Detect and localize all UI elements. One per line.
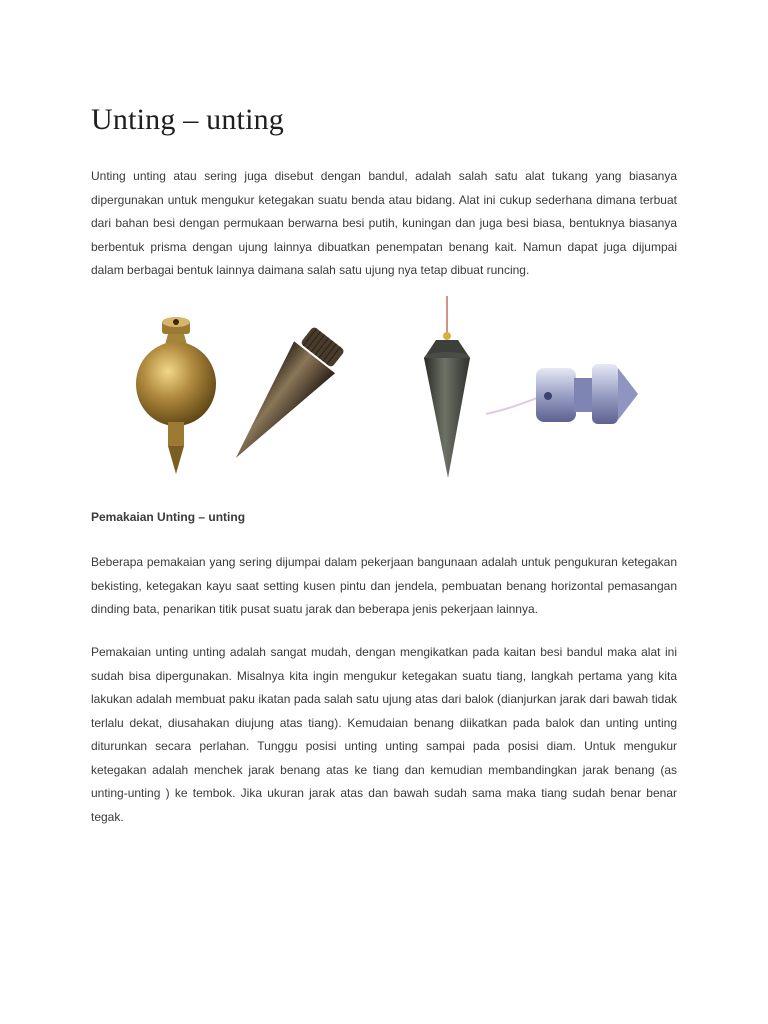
steel-plumb-bob-with-string-icon bbox=[424, 296, 470, 478]
chrome-plumb-bob-icon bbox=[486, 364, 638, 424]
section-heading: Pemakaian Unting – unting bbox=[91, 510, 246, 524]
usage-paragraph-1: Beberapa pemakaian yang sering dijumpai dalam pekerjaan bangunaan adalah untuk pengukuran ketegakan bekisting, ketegakan kayu saat setting kusen pintu dan jendela, pembuatan benang horizontal pemasangan dinding bata, penarikan titik pusat suatu jarak dan beberapa jenis pekerjaan lainnya. bbox=[91, 555, 677, 616]
brass-plumb-bob-icon bbox=[136, 317, 216, 474]
plumb-bob-figure bbox=[118, 296, 648, 506]
intro-paragraph: Unting unting atau sering juga disebut dengan bandul, adalah salah satu alat tukang yang biasanya dipergunakan untuk mengukur ketegakan suatu benda atau bidang. Alat ini cukup sederhana dimana terbuat dari bahan besi dengan permukaan berwarna besi putih, kuningan dan juga besi biasa, bentuknya biasanya berbentuk prisma dengan ujung lainnya dibuatkan penempatan benang kait. Namun dapat juga dijumpai dalam berbagai bentuk lainnya daimana salah satu ujung nya tetap dibuat runcing. bbox=[91, 169, 677, 277]
bronze-cone-plumb-bob-icon bbox=[215, 322, 350, 474]
usage-paragraph-2: Pemakaian unting unting adalah sangat mudah, dengan mengikatkan pada kaitan besi bandul maka alat ini sudah bisa dipergunakan. Misalnya kita ingin mengukur ketegakan suatu tiang, langkah pertama yang kita lakukan adalah membuat paku ikatan pada salah satu ujung atas dari balok (dianjurkan jarak dari bawah tidak terlalu dekat, diusahakan diujung atas tiang). Kemudaian benang diikatkan pada balok dan unting unting diturunkan secara perlahan. Tunggu posisi unting unting sampai pada posisi diam. Untuk mengukur ketegakan adalah menchek jarak benang atas ke tiang dan kemudian membandingkan jarak benang (as unting-unting ) ke tembok. Jika ukuran jarak atas dan bawah sudah sama maka tiang sudah benar benar tegak. bbox=[91, 645, 677, 824]
page-title: Unting – unting bbox=[91, 103, 285, 136]
